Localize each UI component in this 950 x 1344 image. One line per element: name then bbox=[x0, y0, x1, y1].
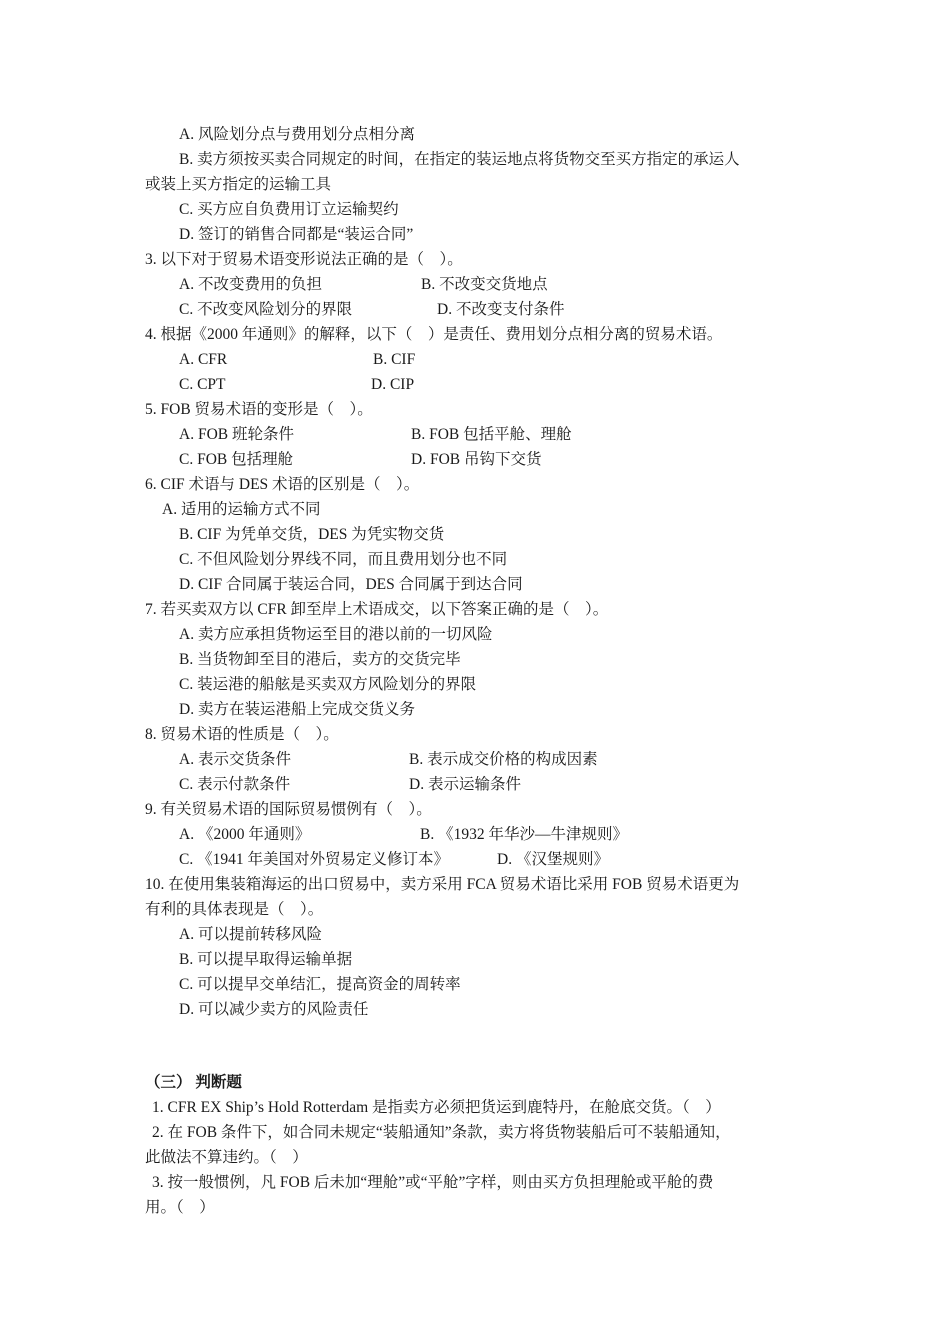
tf-question-2-continued: 此做法不算违约。（ ） bbox=[145, 1149, 308, 1166]
q5-option-c: C. FOB 包括理舱 bbox=[179, 451, 294, 468]
q6-option-d: D. CIF 合同属于装运合同，DES 合同属于到达合同 bbox=[179, 576, 523, 593]
q6-stem: 6. CIF 术语与 DES 术语的区别是（ ）。 bbox=[145, 476, 420, 493]
q4-option-d: D. CIP bbox=[371, 376, 415, 393]
q8-option-d: D. 表示运输条件 bbox=[409, 776, 521, 793]
q2-option-a: A. 风险划分点与费用划分点相分离 bbox=[179, 126, 415, 143]
q2-option-b-continued: 或装上买方指定的运输工具 bbox=[145, 176, 332, 193]
q4-stem: 4. 根据《2000 年通则》的解释，以下（ ）是责任、费用划分点相分离的贸易术语。 bbox=[145, 326, 723, 343]
q3-option-b: B. 不改变交货地点 bbox=[421, 276, 548, 293]
tf-question-2: 2. 在 FOB 条件下，如合同未规定“装船通知”条款，卖方将货物装船后可不装船通知， bbox=[152, 1124, 731, 1141]
q8-stem: 8. 贸易术语的性质是（ ）。 bbox=[145, 726, 339, 743]
q7-option-a: A. 卖方应承担货物运至目的港以前的一切风险 bbox=[179, 626, 493, 643]
q3-option-c: C. 不改变风险划分的界限 bbox=[179, 301, 353, 318]
q3-stem: 3. 以下对于贸易术语变形说法正确的是（ ）。 bbox=[145, 251, 463, 268]
q10-option-b: B. 可以提早取得运输单据 bbox=[179, 951, 353, 968]
q5-option-d: D. FOB 吊钩下交货 bbox=[411, 451, 542, 468]
q4-option-b: B. CIF bbox=[373, 351, 416, 368]
q9-option-b: B. 《1932 年华沙—牛津规则》 bbox=[420, 826, 628, 843]
q5-option-a: A. FOB 班轮条件 bbox=[179, 426, 294, 443]
q8-option-c: C. 表示付款条件 bbox=[179, 776, 291, 793]
tf-question-3: 3. 按一般惯例，凡 FOB 后未加“理舱”或“平舱”字样，则由买方负担理舱或平舱的费 bbox=[152, 1174, 714, 1191]
q6-option-b: B. CIF 为凭单交货，DES 为凭实物交货 bbox=[179, 526, 445, 543]
q6-option-c: C. 不但风险划分界线不同，而且费用划分也不同 bbox=[179, 551, 508, 568]
q5-option-b: B. FOB 包括平舱、理舱 bbox=[411, 426, 572, 443]
q7-option-c: C. 装运港的船舷是买卖双方风险划分的界限 bbox=[179, 676, 477, 693]
q3-option-d: D. 不改变支付条件 bbox=[437, 301, 565, 318]
q7-option-b: B. 当货物卸至目的港后，卖方的交货完毕 bbox=[179, 651, 461, 668]
q4-option-a: A. CFR bbox=[179, 351, 228, 368]
q10-option-d: D. 可以减少卖方的风险责任 bbox=[179, 1001, 369, 1018]
q10-stem: 10. 在使用集装箱海运的出口贸易中，卖方采用 FCA 贸易术语比采用 FOB 贸易术语更为 bbox=[145, 876, 740, 893]
q2-option-d: D. 签订的销售合同都是“装运合同” bbox=[179, 226, 414, 243]
tf-question-3-continued: 用。（ ） bbox=[145, 1199, 215, 1216]
q3-option-a: A. 不改变费用的负担 bbox=[179, 276, 322, 293]
q10-option-c: C. 可以提早交单结汇，提高资金的周转率 bbox=[179, 976, 461, 993]
q10-option-a: A. 可以提前转移风险 bbox=[179, 926, 322, 943]
q9-option-c: C. 《1941 年美国对外贸易定义修订本》 bbox=[179, 851, 449, 868]
tf-question-1: 1. CFR EX Ship’s Hold Rotterdam 是指卖方必须把货运到鹿特丹，在舱底交货。（ ） bbox=[152, 1099, 721, 1116]
q10-stem-continued: 有利的具体表现是（ ）。 bbox=[145, 901, 324, 918]
q7-stem: 7. 若买卖双方以 CFR 卸至岸上术语成交，以下答案正确的是（ ）。 bbox=[145, 601, 609, 618]
q9-option-d: D. 《汉堡规则》 bbox=[497, 851, 609, 868]
q8-option-a: A. 表示交货条件 bbox=[179, 751, 291, 768]
q8-option-b: B. 表示成交价格的构成因素 bbox=[409, 751, 598, 768]
q9-stem: 9. 有关贸易术语的国际贸易惯例有（ ）。 bbox=[145, 801, 432, 818]
q5-stem: 5. FOB 贸易术语的变形是（ ）。 bbox=[145, 401, 373, 418]
q2-option-b: B. 卖方须按买卖合同规定的时间，在指定的装运地点将货物交至买方指定的承运人 bbox=[179, 151, 740, 168]
section-heading-true-false: （三） 判断题 bbox=[145, 1074, 242, 1091]
q4-option-c: C. CPT bbox=[179, 376, 226, 393]
q6-option-a: A. 适用的运输方式不同 bbox=[162, 501, 321, 518]
q9-option-a: A. 《2000 年通则》 bbox=[179, 826, 311, 843]
q7-option-d: D. 卖方在装运港船上完成交货义务 bbox=[179, 701, 415, 718]
q2-option-c: C. 买方应自负费用订立运输契约 bbox=[179, 201, 399, 218]
